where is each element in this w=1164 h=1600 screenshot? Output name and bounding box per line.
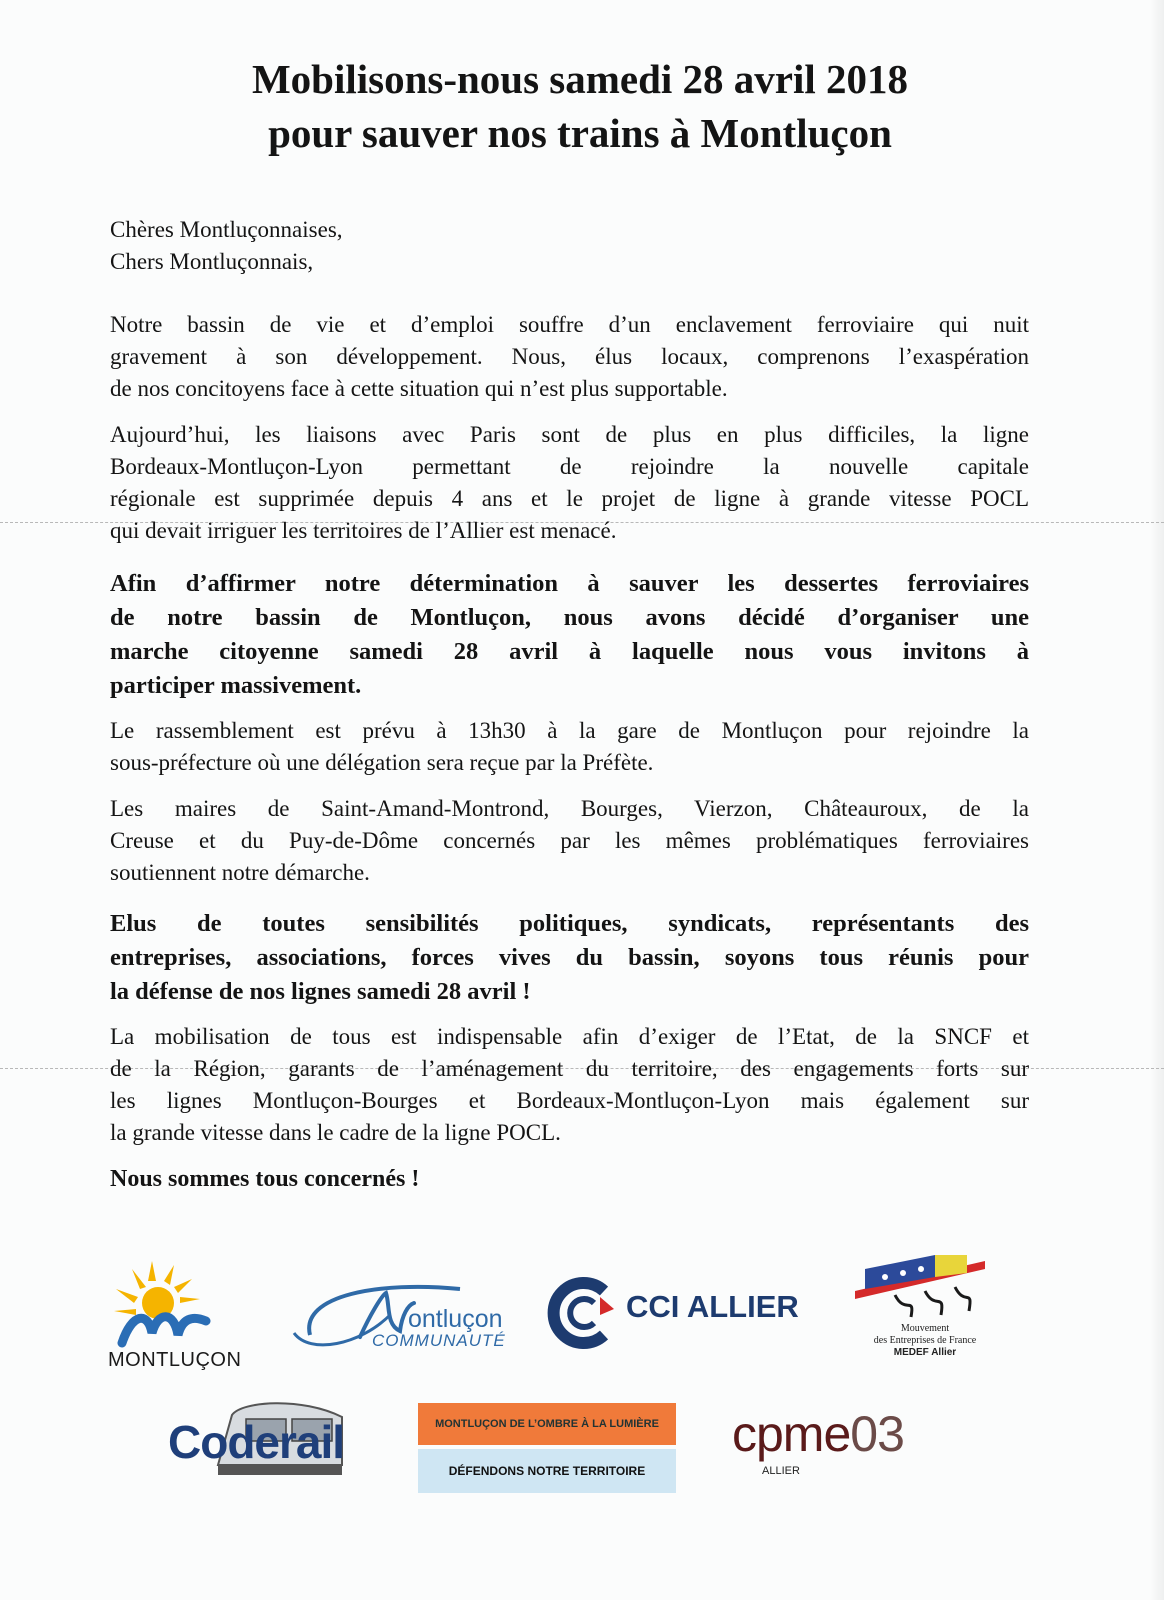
text-line: entreprises, associations, forces vives du bassin, soyons tous réunis pour bbox=[110, 944, 1029, 971]
cpme-number: 03 bbox=[850, 1406, 904, 1462]
paragraph bbox=[110, 1021, 1029, 1149]
ombre-bottom-band bbox=[418, 1449, 676, 1493]
coderail-name: Coderail bbox=[168, 1416, 345, 1468]
cci-c-icon bbox=[544, 1275, 620, 1351]
text-line: Le rassemblement est prévu à 13h30 à la gare de Montluçon pour rejoindre la bbox=[110, 718, 1029, 743]
text-line: les lignes Montluçon-Bourges et Bordeaux-Montluçon-Lyon mais également sur bbox=[110, 1088, 1029, 1113]
cci-allier-logo bbox=[544, 1275, 814, 1355]
text-line: Les maires de Saint-Amand-Montrond, Bourges, Vierzon, Châteauroux, de la bbox=[110, 796, 1029, 821]
page-title bbox=[80, 52, 1080, 160]
cpme-letters: cpme bbox=[732, 1406, 851, 1462]
cpme03-logo bbox=[732, 1405, 962, 1485]
text-line: sous-préfecture où une délégation sera reçue par la Préfète. bbox=[110, 750, 654, 775]
communaute-name: ontluçon bbox=[408, 1305, 503, 1333]
paragraph bbox=[110, 309, 1029, 405]
communaute-sub: COMMUNAUTÉ bbox=[372, 1331, 506, 1350]
coderail-logo bbox=[162, 1395, 392, 1485]
salutation-line: Chères Montluçonnaises, bbox=[110, 217, 343, 242]
paragraph bbox=[110, 793, 1029, 889]
text-line: participer massivement. bbox=[110, 672, 362, 699]
title-line: Mobilisons-nous samedi 28 avril 2018 bbox=[251, 56, 909, 102]
text-line: Bordeaux-Montluçon-Lyon permettant de rejoindre la nouvelle capitale bbox=[110, 454, 1029, 479]
text-line: Notre bassin de vie et d’emploi souffre d’un enclavement ferroviaire qui nuit bbox=[110, 312, 1029, 337]
medef-flag-icon bbox=[855, 1255, 995, 1321]
text-line: de nos concitoyens face à cette situation qui n’est plus supportable. bbox=[110, 376, 728, 401]
ombre-top-band bbox=[418, 1403, 676, 1445]
text-line: la défense de nos lignes samedi 28 avril ! bbox=[110, 978, 531, 1005]
montlucon-logo-text: MONTLUÇON bbox=[108, 1349, 242, 1371]
text-line: régionale est supprimée depuis 4 ans et le projet de ligne à grande vitesse POCL bbox=[110, 486, 1029, 511]
paragraph bbox=[110, 419, 1029, 547]
text-line: qui devait irriguer les territoires de l’Allier est menacé. bbox=[110, 518, 617, 543]
montlucon-communaute-logo bbox=[290, 1275, 530, 1375]
letter-body bbox=[110, 309, 1029, 1195]
text-line: marche citoyenne samedi 28 avril à laquelle nous vous invitons à bbox=[110, 638, 1029, 665]
ombre-top-text: MONTLUÇON DE L’OMBRE À LA LUMIÈRE bbox=[435, 1418, 659, 1430]
text-line: de notre bassin de Montluçon, nous avons décidé d’organiser une bbox=[110, 604, 1029, 631]
text-line: gravement à son développement. Nous, élus locaux, comprenons l’exaspération bbox=[110, 344, 1029, 369]
paragraph bbox=[110, 715, 1029, 779]
ombre-lumiere-logo bbox=[418, 1403, 676, 1495]
ombre-bottom-text: DÉFENDONS NOTRE TERRITOIRE bbox=[448, 1464, 646, 1478]
paragraph-emphasis bbox=[110, 567, 1029, 703]
cci-name: CCI ALLIER bbox=[626, 1289, 799, 1324]
medef-line: des Entreprises de France bbox=[873, 1335, 977, 1346]
medef-line: Mouvement bbox=[900, 1323, 950, 1334]
medef-allier-logo bbox=[855, 1255, 995, 1375]
text-line: la grande vitesse dans le cadre de la ligne POCL. bbox=[110, 1120, 561, 1145]
text-line: Aujourd’hui, les liaisons avec Paris sont de plus en plus difficiles, la ligne bbox=[110, 422, 1029, 447]
cpme-name bbox=[732, 1405, 904, 1463]
text-line: La mobilisation de tous est indispensable afin d’exiger de l’Etat, de la SNCF et bbox=[110, 1024, 1029, 1049]
text-line: Creuse et du Puy-de-Dôme concernés par les mêmes problématiques ferroviaires bbox=[110, 828, 1029, 853]
salutation-line: Chers Montluçonnais, bbox=[110, 249, 314, 274]
text-line: Afin d’affirmer notre détermination à sauver les dessertes ferroviaires bbox=[110, 570, 1029, 597]
paragraph-emphasis bbox=[110, 907, 1029, 1009]
title-line: pour sauver nos trains à Montluçon bbox=[268, 110, 892, 156]
montlucon-logo bbox=[108, 1255, 268, 1375]
scan-edge-shadow bbox=[1150, 0, 1164, 1600]
text-line: de la Région, garants de l’aménagement du territoire, des engagements forts sur bbox=[110, 1056, 1029, 1081]
closing-line: Nous sommes tous concernés ! bbox=[110, 1166, 420, 1192]
text-line: Elus de toutes sensibilités politiques, syndicats, représentants des bbox=[110, 910, 1029, 937]
text-line: soutiennent notre démarche. bbox=[110, 860, 370, 885]
sun-icon bbox=[108, 1255, 218, 1350]
medef-line: MEDEF Allier bbox=[893, 1347, 957, 1358]
salutation bbox=[110, 214, 343, 278]
cpme-sub: ALLIER bbox=[762, 1465, 800, 1477]
